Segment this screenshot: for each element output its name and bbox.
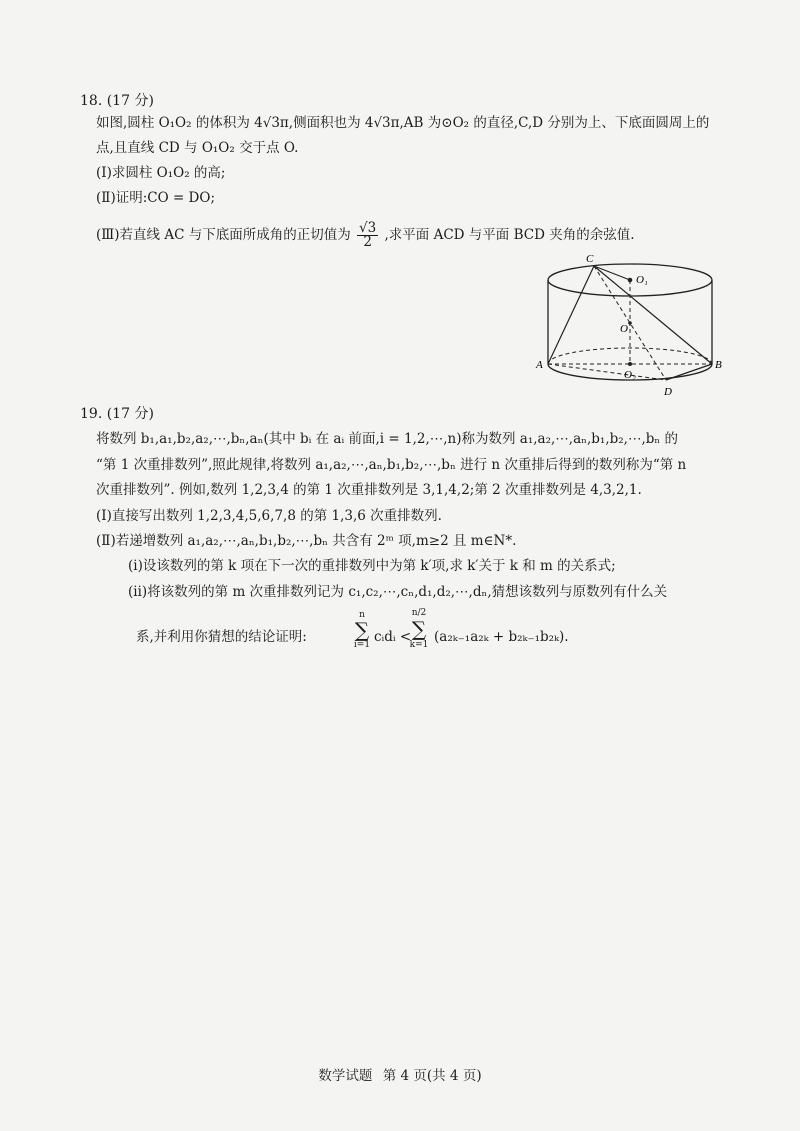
label-o1: O₁ (636, 274, 648, 286)
label-c: C (586, 253, 594, 265)
q18-line2: 点,且直线 CD 与 O₁O₂ 交于点 O. (96, 140, 299, 156)
footer-subject: 数学试题 (318, 1068, 373, 1084)
page-footer (0, 1064, 800, 1084)
sum2-bottom: k=1 (409, 640, 429, 650)
q19-line2: “第 1 次重排数列”,照此规律,将数列 a₁,a₂,⋯,aₙ,b₁,b₂,⋯,bₙ 进行 n 次重排后得到的数列称为“第 n (96, 457, 687, 473)
q18-part3-text-a: (Ⅲ)若直线 AC 与下底面所成角的正切值为 (96, 227, 351, 243)
segment-co1 (594, 266, 630, 280)
segment-bd (666, 364, 712, 380)
q19-header: 19. (17 分) (80, 406, 154, 422)
q18-fraction (357, 222, 378, 249)
q18-header: 18. (17 分) (80, 93, 154, 109)
sum2 (408, 608, 430, 650)
q18-part2: (Ⅱ)证明:CO = DO; (96, 190, 215, 206)
sum1-top: n (359, 610, 365, 620)
sum1-bottom: i=1 (353, 640, 371, 650)
q19-sub1: (ⅰ)设该数列的第 k 项在下一次的重排数列中为第 k′项,求 k′关于 k 和 m 的关系式; (128, 558, 616, 574)
q18-fraction-den: 2 (363, 234, 372, 250)
point-o (628, 321, 632, 325)
q19-part2: (Ⅱ)若递增数列 a₁,a₂,⋯,aₙ,b₁,b₂,⋯,bₙ 共含有 2ᵐ 项,m≥2 且 m∈N*. (96, 533, 517, 549)
label-b: B (715, 359, 722, 371)
label-a: A (536, 359, 543, 371)
label-o: O (620, 323, 628, 335)
sum1 (352, 610, 372, 650)
q18-part3-text-b: ,求平面 ACD 与平面 BCD 夹角的余弦值. (384, 227, 635, 243)
segment-cb (594, 266, 712, 364)
segment-ca (548, 266, 594, 364)
point-o1 (628, 278, 633, 283)
sum1-body: cᵢdᵢ < (374, 629, 412, 645)
label-o2: O₂ (624, 369, 636, 381)
q18-part3 (96, 222, 635, 249)
point-o2 (628, 362, 632, 366)
footer-page: 第 4 页(共 4 页) (382, 1068, 482, 1084)
cylinder-figure (520, 250, 720, 400)
q19-line3: 次重排数列”. 例如,数列 1,2,3,4 的第 1 次重排数列是 3,1,4,2;第 2 次重排数列是 4,3,2,1. (96, 482, 642, 498)
q18-fraction-num: √3 (359, 220, 377, 236)
label-d: D (664, 386, 672, 398)
q19-sub2-cont: 系,并利用你猜想的结论证明: (136, 629, 307, 645)
segment-ad (548, 364, 666, 380)
sum2-top: n/2 (411, 608, 427, 618)
q18-part1: (Ⅰ)求圆柱 O₁O₂ 的高; (96, 165, 226, 181)
q19-sub2: (ⅱ)将该数列的第 m 次重排数列记为 c₁,c₂,⋯,cₙ,d₁,d₂,⋯,dₙ,猜想该数列与原数列有什么关 (128, 584, 668, 600)
sum1-sigma: ∑ (354, 618, 370, 642)
q19-line1: 将数列 b₁,a₁,b₂,a₂,⋯,bₙ,aₙ(其中 bᵢ 在 aᵢ 前面,i = 1,2,⋯,n)称为数列 a₁,a₂,⋯,aₙ,b₁,b₂,⋯,bₙ 的 (96, 431, 679, 447)
sum2-sigma: ∑ (411, 617, 427, 641)
q19-part1: (Ⅰ)直接写出数列 1,2,3,4,5,6,7,8 的第 1,3,6 次重排数列. (96, 508, 442, 524)
sum2-body: (a₂ₖ₋₁a₂ₖ + b₂ₖ₋₁b₂ₖ). (434, 629, 569, 645)
q18-line1: 如图,圆柱 O₁O₂ 的体积为 4√3π,侧面积也为 4√3π,AB 为⊙O₂ 的直径,C,D 分别为上、下底面圆周上的 (96, 115, 710, 131)
